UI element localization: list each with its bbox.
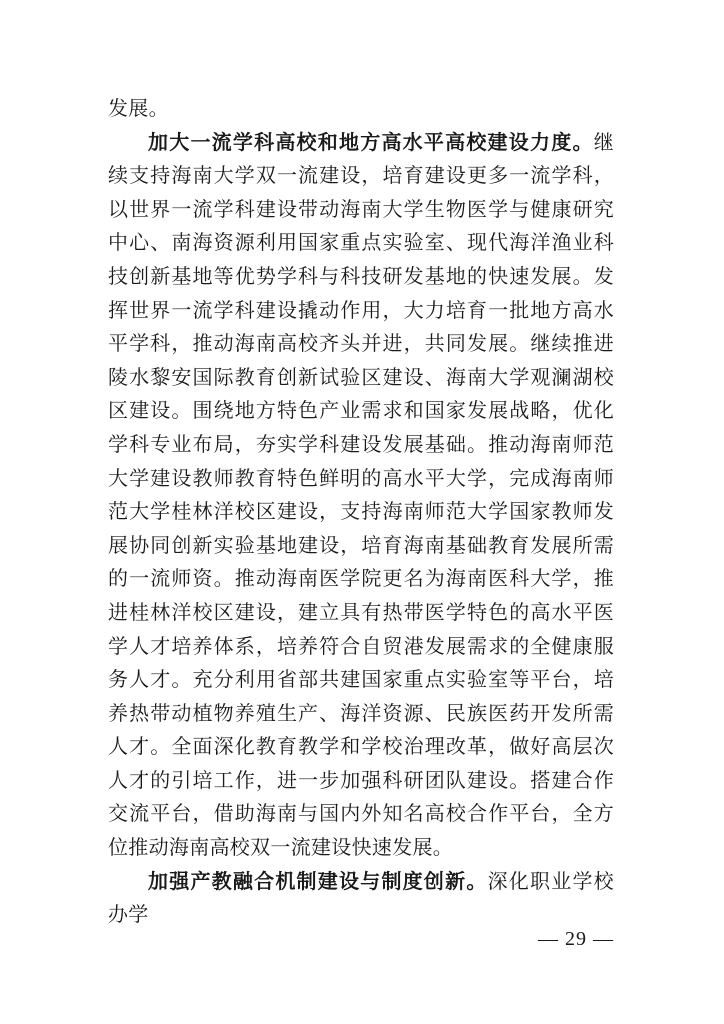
- carryover-text: 发展。: [108, 96, 169, 120]
- page-number: — 29 —: [538, 928, 614, 950]
- document-body: [108, 92, 614, 932]
- paragraph-industry-education: [108, 865, 614, 932]
- paragraph-heading: 加强产教融合机制建设与制度创新。: [148, 868, 488, 893]
- document-page: [108, 92, 614, 932]
- paragraph-body: 深化职业学校办学: [108, 868, 614, 927]
- paragraph-heading: 加大一流学科高校和地方高水平高校建设力度。: [148, 129, 594, 154]
- paragraph-higher-education: [108, 126, 614, 865]
- paragraph-body: 继续支持海南大学双一流建设，培育建设更多一流学科，以世界一流学科建设带动海南大学生物医学与健康研究中心、南海资源利用国家重点实验室、现代海洋渔业科技创新基地等优势学科与科技研发基地的快速发展。发挥世界一流学科建设撬动作用，大力培育一批地方高水平学科，推动海南高校齐头并进，共同发展。继续推进陵水黎安国际教育创新试验区建设、海南大学观澜湖校区建设。围绕地方特色产业需求和国家发展战略，优化学科专业布局，夯实学科建设发展基础。推动海南师范大学建设教师教育特色鲜明的高水平大学，完成海南师范大学桂林洋校区建设，支持海南师范大学国家教师发展协同创新实验基地建设，培育海南基础教育发展所需的一流师资。推动海南医学院更名为海南医科大学，推进桂林洋校区建设，建立具有热带医学特色的高水平医学人才培养体系，培养符合自贸港发展需求的全健康服务人才。充分利用省部共建国家重点实验室等平台，培养热带动植物养殖生产、海洋资源、民族医药开发所需人才。全面深化教育教学和学校治理改革，做好高层次人才的引培工作，进一步加强科研团队建设。搭建合作交流平台，借助海南与国内外知名高校合作平台，全方位推动海南高校双一流建设快速发展。: [108, 129, 614, 860]
